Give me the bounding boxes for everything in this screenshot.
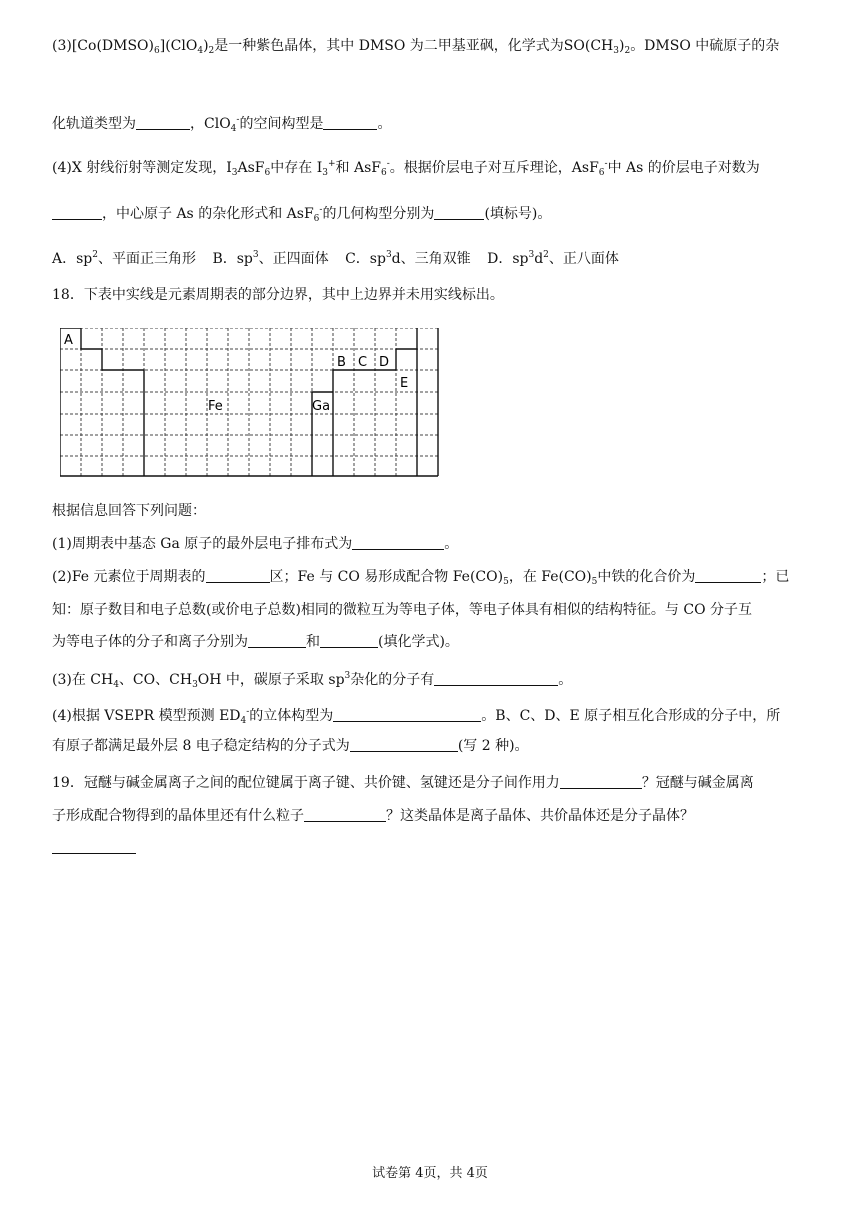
q17-4-line2 [52,200,812,229]
answer-blank[interactable] [323,115,377,130]
text: (3) [52,38,72,54]
text: (1)周期表中基态 Ga 原子的最外层电子排布式为 [52,536,353,552]
q19-line2 [52,806,812,826]
formula: ) [618,38,625,54]
text: ，ClO [190,116,231,132]
subscript: 4 [197,46,204,56]
text: 。 [377,116,392,132]
superscript: 3 [528,250,535,260]
cell-label-d: D [379,355,390,370]
formula: SO(CH [563,38,614,54]
superscript: 3 [252,250,259,260]
q17-4-options [52,245,812,269]
superscript: - [604,159,608,169]
text: 中存在 I [270,160,323,176]
option-b-text: 、正四面体 [258,251,329,267]
option-d: D．sp [487,251,529,267]
subscript: 3 [192,680,198,690]
subscript: 5 [591,577,598,587]
subscript: 3 [613,46,619,56]
text: OH 中，碳原子采取 sp [197,672,345,688]
text: d [391,251,401,267]
superscript: 2 [92,250,98,260]
text: 19．冠醚与碱金属离子之间的配位键属于离子键、共价键、氢键还是分子间作用力 [52,775,560,791]
text: 子形成配合物得到的晶体里还有什么粒子 [52,808,304,824]
text: d [534,251,544,267]
q18-part4-line2 [52,736,812,756]
text: 的几何构型分别为 [322,206,435,222]
text: 是一种紫色晶体，其中 DMSO 为二甲基亚砜，化学式为 [214,38,564,54]
q17-3-line2 [52,110,812,139]
subscript: 4 [113,680,119,690]
text: 区；Fe 与 CO 易形成配合物 Fe(CO) [269,569,504,585]
q19-line1 [52,773,812,793]
text: 。B、C、D、E 原子相互化合形成的分子中，所 [481,708,781,724]
q17-3-line1 [52,36,812,61]
text: ？冠醚与碱金属离 [641,775,754,791]
subscript: 6 [381,168,387,178]
option-c-text: 、三角双锥 [400,251,471,267]
text: (4)根据 VSEPR 模型预测 ED [52,708,241,724]
text: (4)X 射线衍射等测定发现，I [52,160,232,176]
answer-blank[interactable] [695,568,761,583]
formula: AsF [237,160,265,176]
option-a: A．sp [52,251,93,267]
page-footer: 试卷第 4页，共 4页 [372,1166,488,1181]
text: (填标号)。 [484,206,552,222]
text: 、CO、CH [118,672,193,688]
q18-part4-line1 [52,702,812,731]
option-a-text: 、平面正三角形 [98,251,196,267]
text: 杂化的分子有 [350,672,435,688]
text: 。DMSO 中硫原子的杂 [630,38,780,54]
text: 的立体构型为 [249,708,334,724]
superscript: 3 [385,250,392,260]
text: (2)Fe 元素位于周期表的 [52,569,206,585]
text: 和 AsF [335,160,381,176]
text: 。 [558,672,573,688]
text: 。根据价层电子对互斥理论，AsF [389,160,599,176]
answer-blank[interactable] [52,205,102,220]
text: 中 As 的价层电子对数为 [607,160,760,176]
subscript: 5 [503,577,509,587]
formula: [Co(DMSO) [71,38,154,54]
q17-4-line1 [52,154,812,183]
answer-blank[interactable] [434,671,558,686]
cell-label-a: A [64,333,73,348]
subscript: 3 [231,168,238,178]
cell-label-b: B [337,355,346,370]
q18-part1 [52,534,812,554]
subscript: 4 [240,716,247,726]
answer-blank[interactable] [320,633,378,648]
answer-blank[interactable] [333,707,481,722]
text: 中铁的化合价为 [597,569,696,585]
text: 和 [306,634,320,650]
text: ？这类晶体是离子晶体、共价晶体还是分子晶体？ [386,808,694,824]
option-b: B．sp [212,251,253,267]
answer-blank[interactable] [206,568,270,583]
superscript: - [236,115,240,125]
answer-blank[interactable] [52,839,136,854]
text: (3)在 CH [52,672,114,688]
text: 为等电子体的分子和离子分别为 [52,634,248,650]
text: (填化学式)。 [378,634,459,650]
text: 的空间构型是 [239,116,324,132]
superscript: 2 [543,250,549,260]
text: 化轨道类型为 [52,116,136,132]
text: (写 2 种)。 [457,738,529,754]
subscript: 4 [230,124,237,134]
subscript: 6 [264,168,271,178]
subscript: 6 [154,46,160,56]
subscript: 2 [624,46,631,56]
text: 。 [444,536,459,552]
periodic-table-figure [60,328,440,478]
superscript: 3 [344,671,351,681]
answer-blank[interactable] [304,807,386,822]
subscript: 3 [322,168,328,178]
answer-blank[interactable] [350,737,458,752]
q19-line3 [52,838,812,858]
option-c: C．sp [345,251,386,267]
q18-part3 [52,666,812,695]
superscript: + [327,159,336,169]
text: 有原子都满足最外层 8 电子稳定结构的分子式为 [52,738,350,754]
superscript: - [246,707,250,717]
q18-intro: 根据信息回答下列问题： [52,503,206,519]
text: ，在 Fe(CO) [508,569,592,585]
formula: ) [203,38,209,54]
answer-blank[interactable] [560,774,642,789]
formula: ](ClO [159,38,198,54]
answer-blank[interactable] [352,535,444,550]
q18-part2-line2: 知：原子数目和电子总数(或价电子总数)相同的微粒互为等电子体，等电子体具有相似的结构特征。与 CO 分子互 [52,602,753,618]
q18-stem: 18．下表中实线是元素周期表的部分边界，其中上边界并未用实线标出。 [52,287,504,303]
answer-blank[interactable] [434,205,484,220]
cell-label-c: C [358,355,368,370]
answer-blank[interactable] [136,115,190,130]
q18-part2-line3 [52,632,812,652]
q18-part2-line1 [52,567,812,592]
superscript: - [319,205,323,215]
subscript: 2 [208,46,215,56]
option-d-text: 、正八面体 [548,251,619,267]
subscript: 6 [313,214,320,224]
answer-blank[interactable] [248,633,306,648]
text: ，中心原子 As 的杂化形式和 AsF [102,206,314,222]
cell-label-e: E [400,376,409,391]
cell-label-fe: Fe [208,399,223,414]
cell-label-ga: Ga [312,399,331,414]
text: ；已 [761,569,790,585]
subscript: 6 [598,168,605,178]
superscript: - [386,159,390,169]
